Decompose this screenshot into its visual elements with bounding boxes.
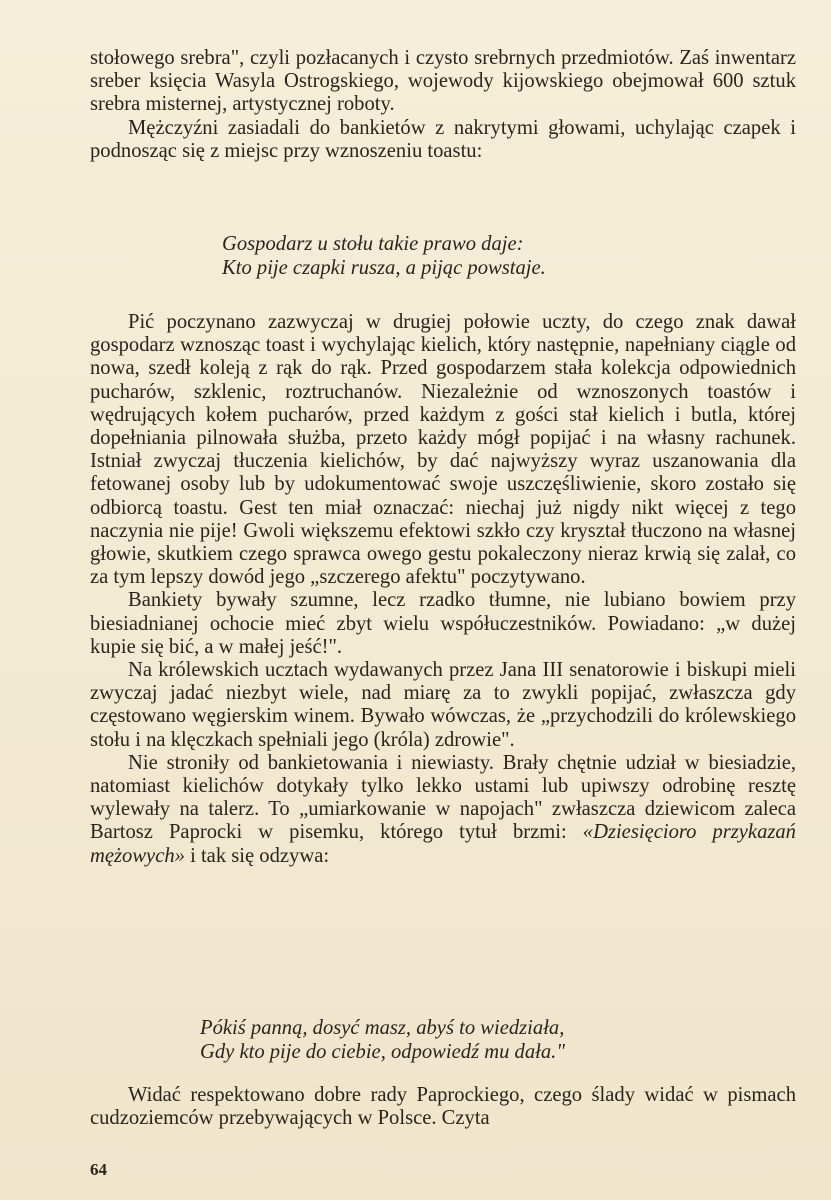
paragraph-men-hats: Mężczyźni zasiadali do bankietów z nakrytymi głowami, uchylając czapek i podnosząc się z miejsc przy wznoszeniu toastu: <box>90 116 796 162</box>
book-title: «Dziesięcioro przykazań mężowych» <box>90 821 796 867</box>
verse-paprocki <box>200 1017 760 1064</box>
text-block-middle <box>90 311 796 868</box>
paragraph-foreigners: Widać respektowano dobre rady Paprockiego, czego ślady widać w pismach cudzoziemców przebywających w Polsce. Czyta <box>90 1084 796 1130</box>
text-block-top <box>90 47 796 163</box>
paragraph-drinking-customs: Pić poczynano zazwyczaj w drugiej połowie uczty, do czego znak dawał gospodarz wznosząc toast i wychylając kielich, który następnie, napełniany ciągle od nowa, szedł koleją z rąk do rąk. Przed gospodarzem stała kolekcja odpowiednich pucharów, szklenic, roztruchanów. Niezależnie od wznoszonych toastów i wędrujących kołem pucharów, przed każdym z gości stał kielich i butla, której dopełniania pilnowała służba, przeto każdy mógł popijać i na własny rachunek. Istniał zwyczaj tłuczenia kielichów, by dać najwyższy wyraz uszanowania dla fetowanej osoby lub by udokumentować swoje uszczęśliwienie, skoro zostało się odbiorcą toastu. Gest ten miał oznaczać: niechaj już nigdy nikt więcej z tego naczynia nie pije! Gwoli większemu efektowi szkło czy kryształ tłuczono na własnej głowie, skutkiem czego sprawca owego gestu pokaleczony nieraz krwią się zalał, co za tym lepszy dowód jego „szczerego afektu" poczytywano. <box>90 311 796 589</box>
paragraph-banquets: Bankiety bywały szumne, lecz rzadko tłumne, nie lubiano bowiem przy biesiadnianej ochocie mieć zbyt wielu współuczestników. Powiadano: „w dużej kupie się bić, a w małej jeść!". <box>90 589 796 658</box>
verse-line: Gospodarz u stołu takie prawo daje: <box>222 233 524 255</box>
verse-line: Gdy kto pije do ciebie, odpowiedź mu dała." <box>200 1040 565 1063</box>
verse-line: Kto pije czapki rusza, a pijąc powstaje. <box>222 256 546 279</box>
paragraph-women-text: Nie stroniły od bankietowania i niewiasty. Brały chętnie udział w biesiadzie, natomiast kielichów dotykały tylko lekko ustami lub upiwszy odrobinę resztę wylewały na talerz. To „umiarkowanie w napojach" zwłaszcza dziewicom zaleca Bartosz Paprocki w pisemku, którego tytuł brzmi: <box>90 751 796 844</box>
paragraph-silver-inventory: stołowego srebra", czyli pozłacanych i czysto srebrnych przedmiotów. Zaś inwentarz sreber księcia Wasyla Ostrogskiego, wojewody kijowskiego obejmował 600 sztuk srebra misternej, artystycznej roboty. <box>90 47 796 116</box>
text-block-bottom <box>90 1084 796 1130</box>
verse-line: Pókiś panną, dosyć masz, abyś to wiedziała, <box>200 1017 565 1039</box>
verse-toast <box>222 233 782 280</box>
paragraph-royal-feasts: Na królewskich ucztach wydawanych przez Jana III senatorowie i biskupi mieli zwyczaj jadać niezbyt wiele, nad miarę za to zwykli popijać, zwłaszcza gdy częstowano węgierskim winem. Bywało wówczas, że „przychodzili do królewskiego stołu i na klęczkach spełniali jego (króla) zdrowie". <box>90 659 796 751</box>
paragraph-women-ending: i tak się odzywa: <box>184 844 330 867</box>
page-number: 64 <box>90 1160 107 1179</box>
paragraph-women <box>90 752 796 868</box>
